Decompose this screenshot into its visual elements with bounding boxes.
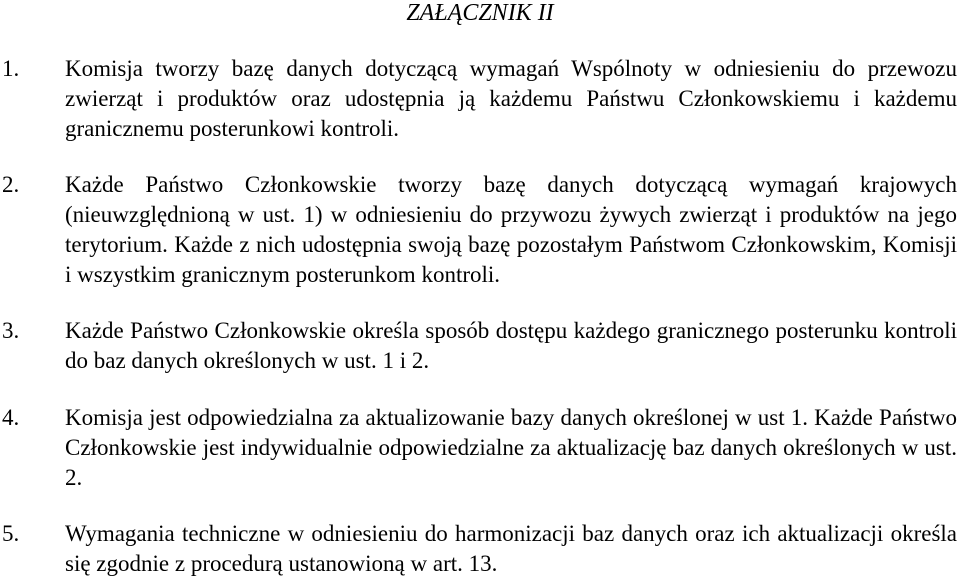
paragraph-number: 4. [2, 405, 20, 430]
paragraph-number: 5. [2, 521, 20, 546]
paragraph-number: 3. [2, 318, 20, 343]
paragraph-text: Każde Państwo Członkowskie określa sposób dostępu każdego granicznego posterunku kontroli do baz danych określonych w ust. 1 i 2. [65, 318, 957, 373]
paragraph-text: Każde Państwo Członkowskie tworzy bazę danych dotyczącą wymagań krajowych (nieuwzględnioną w ust. 1) w odniesieniu do przywozu żywych zwierząt i produktów na jego terytorium. Każde z nich udostępnia swoją bazę pozostałym Państwom Członkowskim, Komisji i wszystkim granicznym posterunkom kontroli. [65, 172, 957, 287]
paragraph-number: 1. [2, 56, 20, 81]
paragraph-number: 2. [2, 172, 20, 197]
annex-title: ZAŁĄCZNIK II [406, 0, 554, 26]
paragraph-text: Wymagania techniczne w odniesieniu do harmonizacji baz danych oraz ich aktualizacji określa się zgodnie z procedurą ustanowioną w art. 13. [65, 521, 957, 576]
paragraph-text: Komisja tworzy bazę danych dotyczącą wymagań Wspólnoty w odniesieniu do przewozu zwierząt i produktów oraz udostępnia ją każdemu Państwu Członkowskiemu i każdemu granicznemu posterunkowi kontroli. [65, 56, 957, 141]
paragraph-text: Komisja jest odpowiedzialna za aktualizowanie bazy danych określonej w ust 1. Każde Państwo Członkowskie jest indywidualnie odpowiedzialne za aktualizację baz danych określonych w ust. 2. [65, 405, 957, 490]
